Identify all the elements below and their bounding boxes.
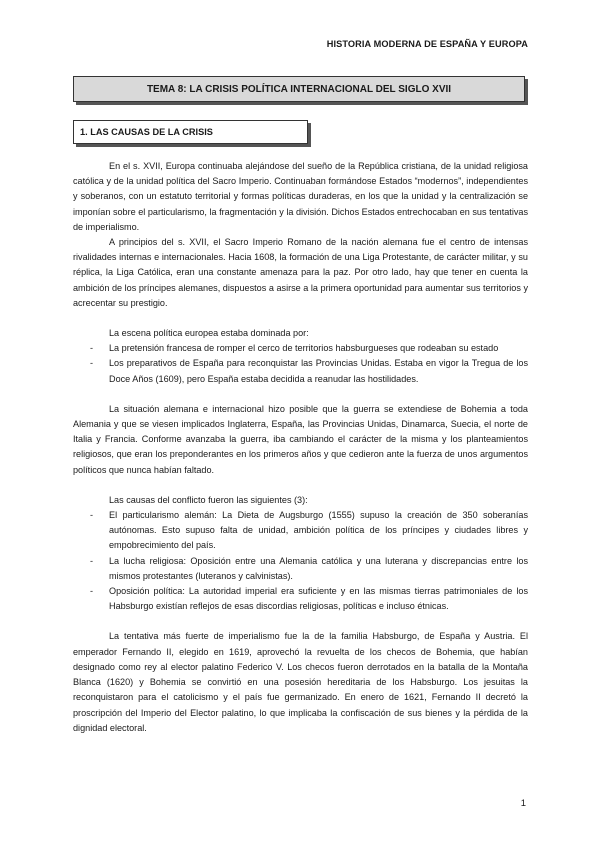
bullet-marker: - xyxy=(90,358,94,369)
paragraph-3-intro: La escena política europea estaba dominada por: xyxy=(109,328,309,339)
chapter-title-box xyxy=(73,76,525,102)
paragraph-4: La situación alemana e internacional hizo posible que la guerra se extendiese de Bohemia a toda Alemania y que se viesen implicados Inglaterra, España, las Provincias Unidas, Dinamarca, Suecia, el norte de Italia y Francia. Conforme avanzaba la guerra, iba cambiando el carácter de la misma y los planteamientos religiosos, que eran los preponderantes en los primeros años y que cedieron ante la fuerza de unos argumentos políticos que nunca habían faltado. xyxy=(73,403,528,475)
bullet-list-2 xyxy=(73,508,528,614)
list-item: - La pretensión francesa de romper el cerco de territorios habsburgueses que rodeaban su estado xyxy=(73,341,528,356)
list-item: - Oposición política: La autoridad imperial era suficiente y en las mismas tierras patrimoniales de los Habsburgo existían reflejos de esas discordias religiosas, políticas e incluso étnicas. xyxy=(90,586,528,612)
running-header: HISTORIA MODERNA DE ESPAÑA Y EUROPA xyxy=(326,39,528,49)
paragraph-1: En el s. XVII, Europa continuaba alejándose del sueño de la República cristiana, de la unidad religiosa católica y de la unidad política del Sacro Imperio. Continuaban formándose Estados “modernos”, independientes y soberanos, con un estatuto territorial y formas políticas duraderas, en los que la unidad y la centralización se imponían sobre el particularismo, la fragmentación y la división. Dichos Estados entrechocaban en sus tentativas de imperialismo. xyxy=(73,161,528,232)
list-item: - La lucha religiosa: Oposición entre una Alemania católica y una luterana y discrepancias entre los mismos protestantes (luteranos y calvinistas). xyxy=(90,555,528,581)
list-item: - Los preparativos de España para reconquistar las Provincias Unidas. Estaba en vigor la Tregua de los Doce Años (1609), pero España estaba decidida a reanudar las hostilidades. xyxy=(90,358,528,384)
section-heading: 1. LAS CAUSAS DE LA CRISIS xyxy=(80,127,213,137)
paragraph-6: La tentativa más fuerte de imperialismo fue la de la familia Habsburgo, de España y Austria. El emperador Fernando II, elegido en 1619, aprovechó la revuelta de los checos de Bohemia, que habían designado como rey al elector palatino Federico V. Los checos fueron derrotados en la batalla de la Montaña Blanca (1620) y Bohemia se convirtió en una posesión hereditaria de los Habsburgo. Los jesuitas la reconquistaron para el catolicismo y el país fue germanizado. En enero de 1621, Fernando II decretó la proscripción del Imperio del Elector palatino, lo que implicaba la confiscación de sus bienes y la pérdida de la dignidad electoral. xyxy=(73,631,528,733)
bullet-marker: - xyxy=(90,586,94,597)
bullet-marker: - xyxy=(90,510,94,521)
bullet-marker: - xyxy=(90,343,94,354)
chapter-title: TEMA 8: LA CRISIS POLÍTICA INTERNACIONAL DEL SIGLO XVII xyxy=(146,83,452,95)
section-heading-box xyxy=(73,120,308,144)
bullet-marker: - xyxy=(90,555,94,566)
bullet-list-1 xyxy=(73,341,528,387)
page-number: 1 xyxy=(520,798,526,809)
paragraph-5-intro: Las causas del conflicto fueron las siguientes (3): xyxy=(109,494,308,505)
list-item: - El particularismo alemán: La Dieta de Augsburgo (1555) supuso la creación de 350 soberanías autónomas. Esto supuso falta de unidad, ambición política de los príncipes y ciudades libres y empobrecimiento del país. xyxy=(90,510,528,551)
paragraph-2: A principios del s. XVII, el Sacro Imperio Romano de la nación alemana fue el centro de intensas rivalidades internas e internacionales. Hacia 1608, la formación de una Liga Protestante, de carácter militar, y su réplica, la Liga Católica, eran una constante amenaza para la paz. Por otro lado, hay que tener en cuenta la ambición de los príncipes alemanes, dispuestos a asirse a la primera oportunidad para aumentar sus territorios y acrecentar su prestigio. xyxy=(73,237,528,308)
document-body xyxy=(73,159,528,736)
